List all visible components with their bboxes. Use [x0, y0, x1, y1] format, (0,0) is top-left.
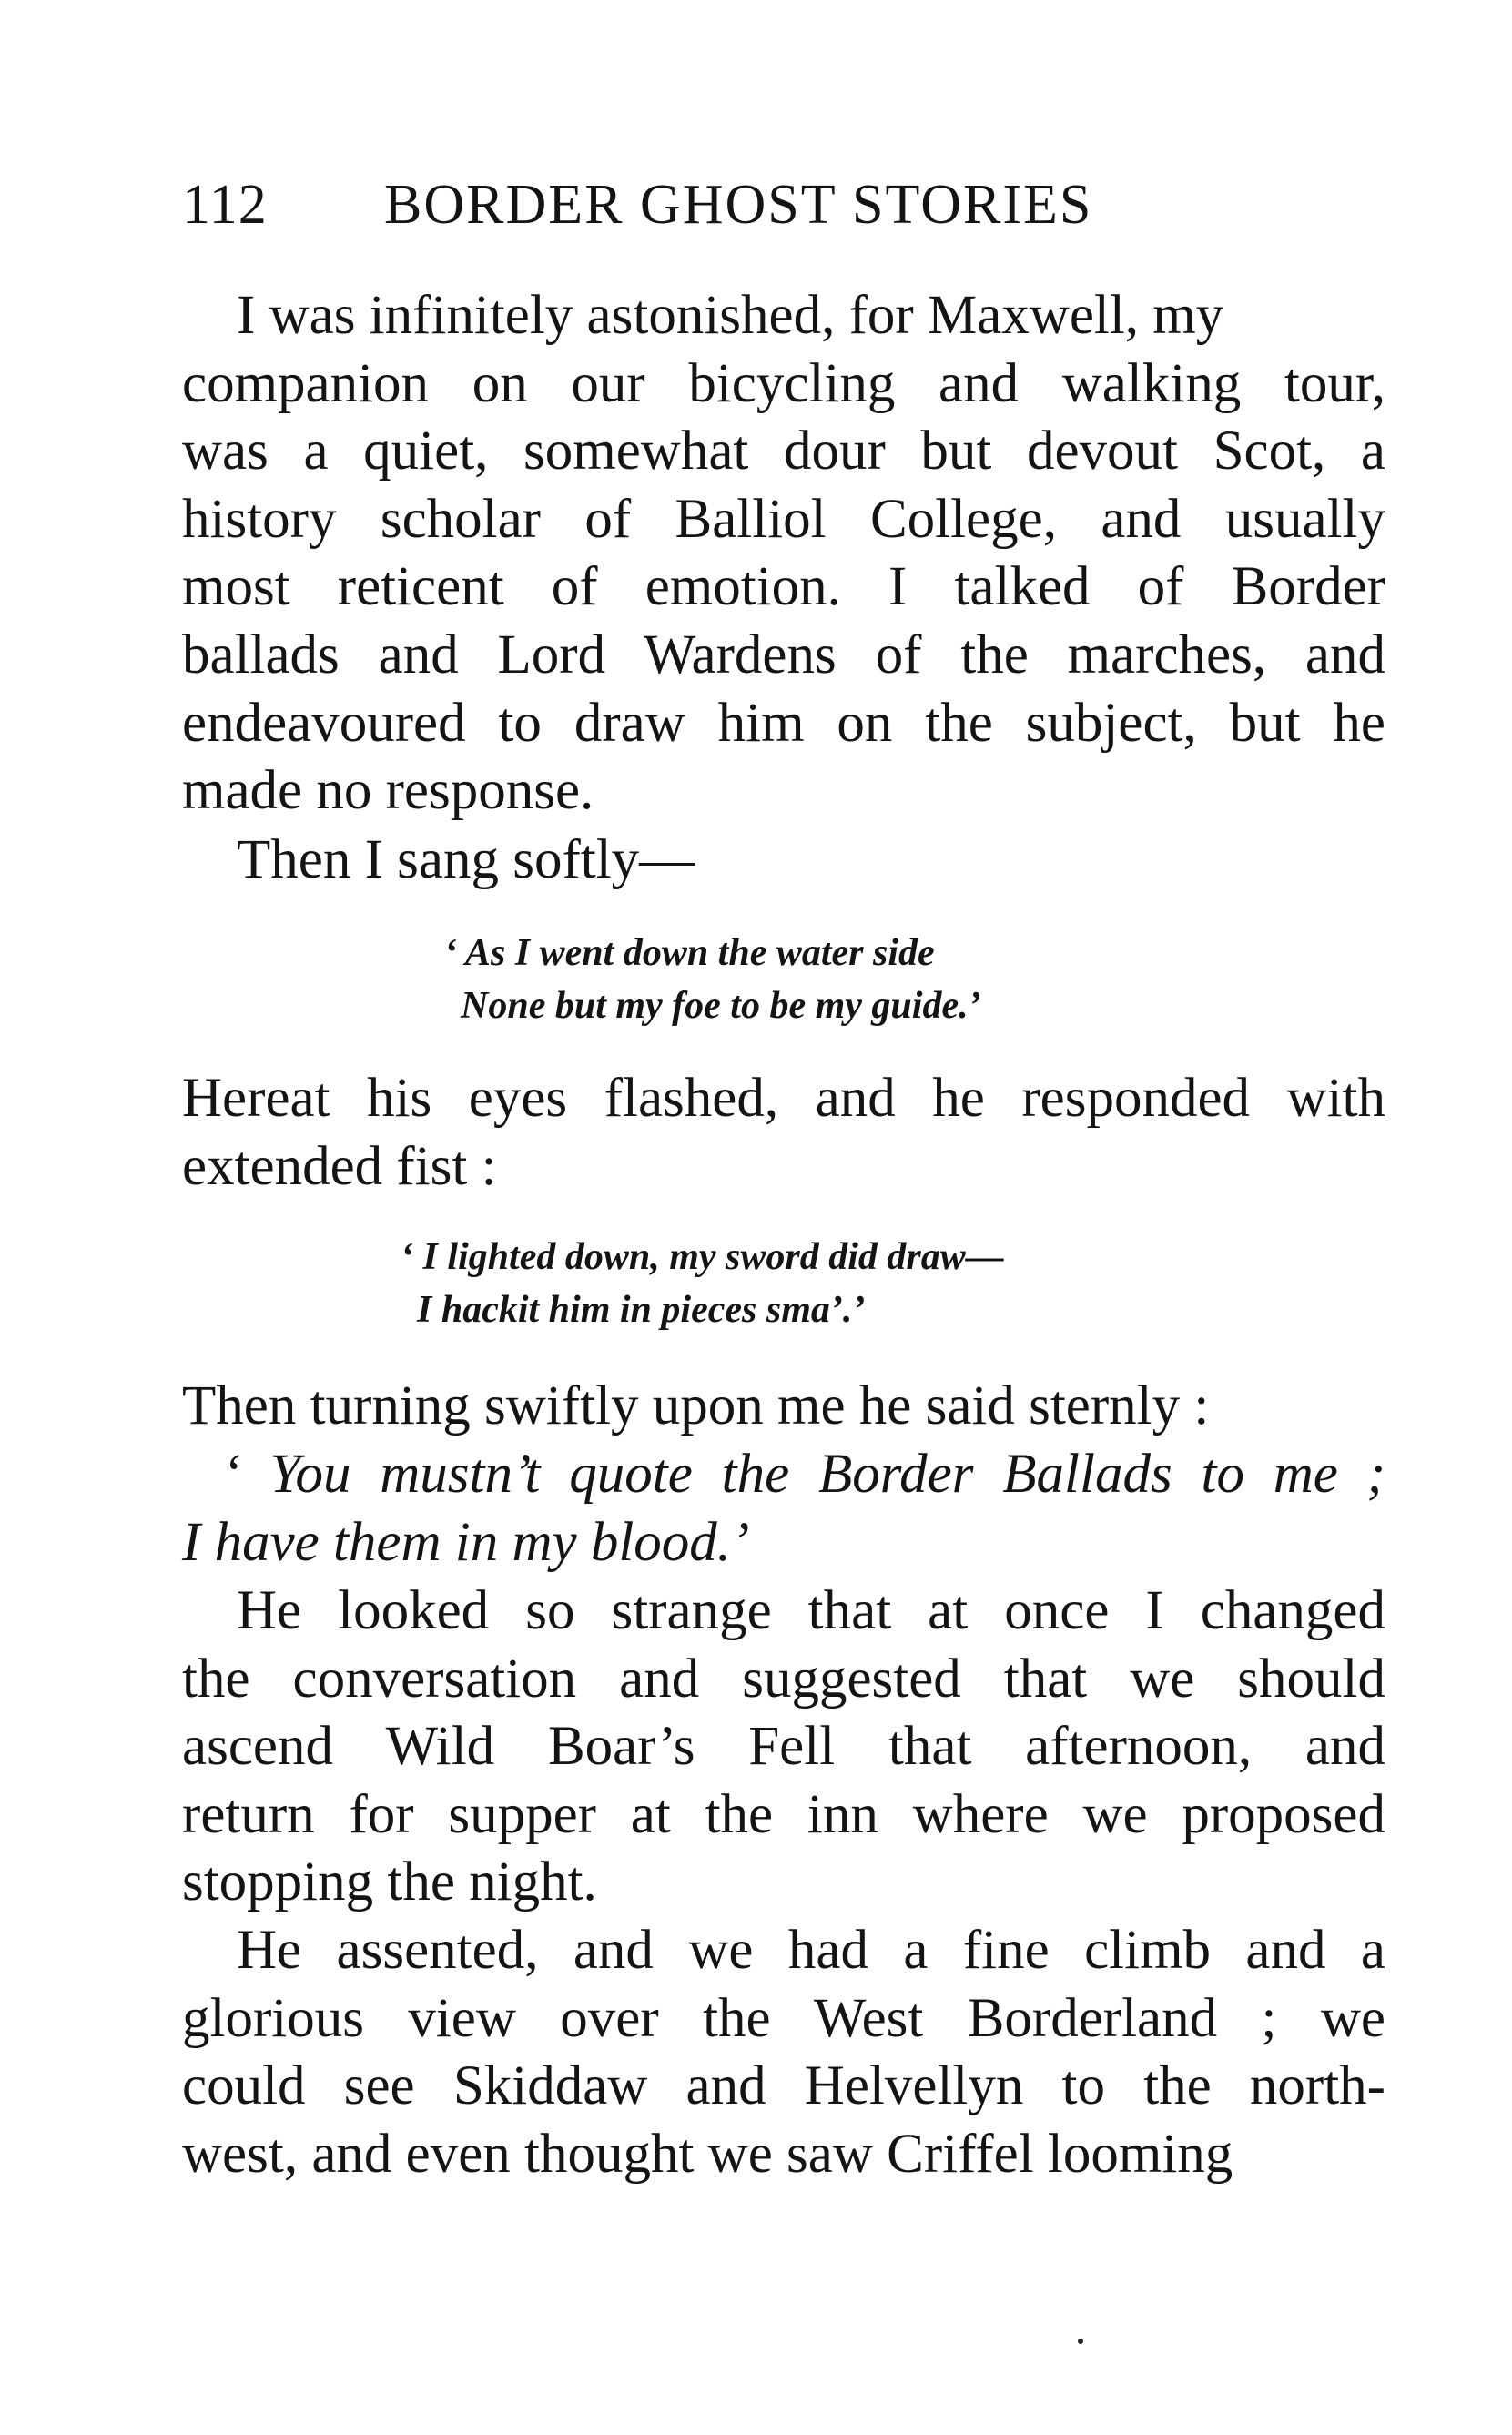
text-line: stopping the night. [182, 1852, 597, 1913]
text-line: return for supper at the inn where we proposed [182, 1783, 1385, 1845]
text-line: glorious view over the West Borderland ; we [182, 1987, 1385, 2049]
text-line: I have them in my blood.’ [182, 1511, 750, 1573]
text-line: the conversation and suggested that we should [182, 1648, 1385, 1710]
verse-line: I hackit him in pieces sma’.’ [417, 1289, 866, 1331]
verse-quote-1 [444, 927, 981, 1032]
text-line: made no response. [182, 760, 594, 822]
paragraph-1 [182, 282, 1385, 826]
paragraph-7 [182, 1917, 1385, 2188]
text-line: ascend Wild Boar’s Fell that afternoon, and [182, 1716, 1385, 1778]
text-line: most reticent of emotion. I talked of Border [182, 556, 1385, 618]
text-line: extended fist : [182, 1135, 497, 1197]
text-line: endeavoured to draw him on the subject, but he [182, 692, 1385, 754]
verse-line: ‘ I lighted down, my sword did draw— [401, 1236, 1004, 1278]
running-head [182, 168, 1384, 241]
page-number: 112 [182, 174, 268, 236]
text-line: Hereat his eyes flashed, and he responded with [182, 1068, 1385, 1129]
text-line: was a quiet, somewhat dour but devout Scot, a [182, 421, 1385, 482]
text-line: ballads and Lord Wardens of the marches, and [182, 624, 1385, 685]
text-line: could see Skiddaw and Helvellyn to the north- [182, 2055, 1385, 2117]
paragraph-4 [182, 1373, 1385, 1441]
text-line: history scholar of Balliol College, and usually [182, 488, 1385, 550]
verse-quote-2 [401, 1231, 1004, 1336]
text-line: I was infinitely astonished, for Maxwell, my [237, 285, 1224, 346]
text-line: Then I sang softly— [237, 829, 695, 890]
paragraph-2 [182, 827, 1385, 895]
paragraph-6 [182, 1578, 1385, 1917]
text-line: companion on our bicycling and walking tour, [182, 352, 1385, 414]
verse-line: None but my foe to be my guide.’ [461, 985, 981, 1027]
print-speck [1078, 2339, 1083, 2344]
text-line: He looked so strange that at once I changed [237, 1580, 1385, 1641]
text-line: Then turning swiftly upon me he said sternly : [182, 1375, 1210, 1436]
paragraph-3 [182, 1065, 1385, 1201]
text-line: He assented, and we had a fine climb and a [237, 1920, 1385, 1981]
running-title: BORDER GHOST STORIES [384, 174, 1093, 236]
text-line: west, and even thought we saw Criffel looming [182, 2123, 1233, 2185]
paragraph-5 [182, 1441, 1385, 1577]
text-line: ‘ You mustn’t quote the Border Ballads to me ; [222, 1444, 1385, 1505]
verse-line: ‘ As I went down the water side [444, 932, 935, 974]
